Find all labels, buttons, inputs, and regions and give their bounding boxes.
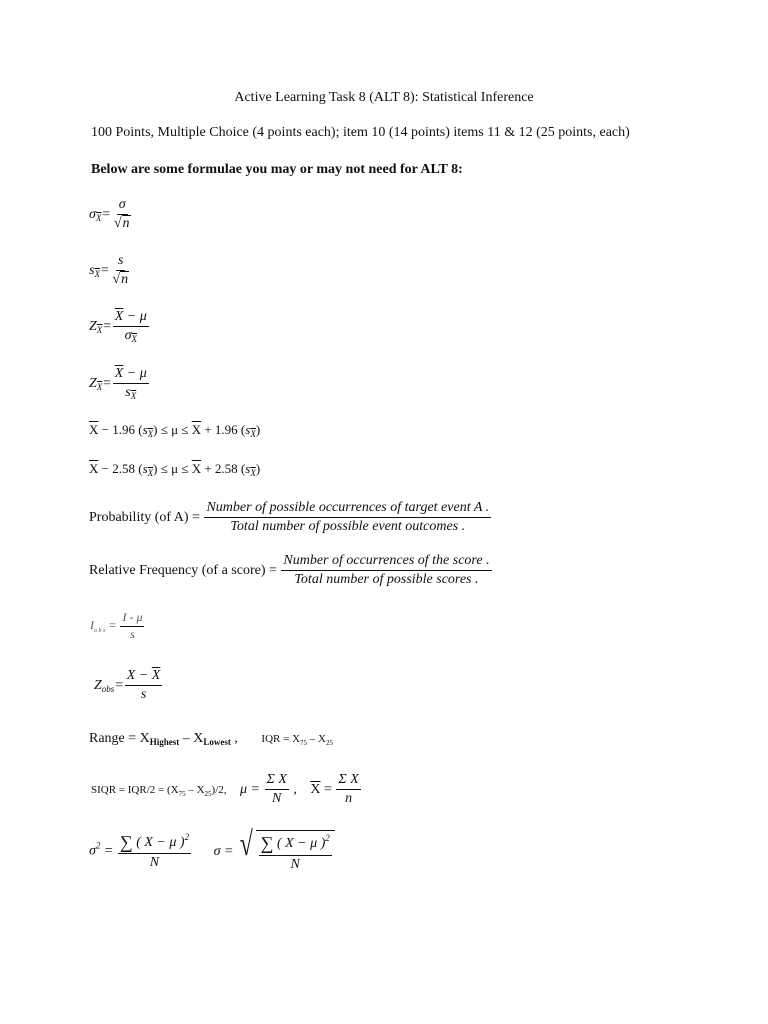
formula-symbol: Z [89,375,97,391]
fraction-numerator: Number of possible occurrences of target event A . [204,500,491,518]
xbar-symbol: $\overline{X}$ [89,422,99,437]
xbar-symbol: $\overline{X}$ [310,781,321,797]
formula-subscript: obs [101,683,115,694]
formula-z-sigma: $Z_{\overline{X}}=$ $\frac{\overline{X} - \mu}{\sigma_{\overline{X}}}$ [89,309,147,345]
fraction-numerator: I - μ [120,611,144,627]
numerator-part: X − [126,668,152,683]
xbar-symbol: $\overline{X}$ [114,309,124,324]
formula-ci-95 [89,423,260,439]
denominator-symbol: s [125,385,131,401]
comma: , [289,781,297,797]
formula-sigma-xbar: $\sigma_{\overline{X}}=$ $\frac{\sigma}{√n}$ [89,197,134,232]
s-symbol: s [245,461,251,476]
formula-fraction [120,611,144,642]
formula-fraction [125,668,163,703]
ci-text: ) ≤ μ ≤ [153,422,192,437]
s-symbol: s [245,422,251,437]
s-subscript: X [147,429,154,439]
formula-siqr-means [91,772,362,807]
formula-s-xbar: $s_{\overline{X}}=$ $\frac{s}{√n}$ [89,253,132,288]
formula-subscript: o b s [94,628,106,635]
superscript: 2 [95,840,101,851]
formula-fraction [204,500,491,535]
formula-fraction [113,366,149,401]
formula-symbol: Z [94,677,102,693]
fraction-denominator: n [345,791,353,807]
range-comma: , [230,731,238,746]
superscript: 2 [325,833,330,843]
formula-fraction [113,309,149,344]
fraction-denominator: s [140,687,147,703]
equals-sign: = [100,843,117,859]
formula-variance-sd [89,826,335,873]
ci-text: ) [255,461,261,476]
numerator-rest: − μ [123,366,147,381]
xbar-symbol: $\overline{X}$ [191,461,202,476]
sqrt-radical: √ $\frac{\sum ( X - \mu )^2}{N}$ [237,830,335,873]
s-symbol: s [142,422,148,437]
sd-fraction [259,833,332,873]
range-subscript: Highest [149,737,180,747]
formula-symbol: I [90,618,94,633]
formula-symbol: σ [89,206,96,222]
ci-text: − 2.58 ( [98,461,143,476]
fraction-denominator: Total number of possible scores . [294,572,479,588]
fraction-numerator: σ [117,197,128,215]
numerator-rest: − μ [123,309,147,324]
fraction-radicand: n [122,216,130,232]
mu-symbol: μ = [240,781,264,797]
equals-sign: = [320,781,336,797]
fraction-denominator: N [272,791,282,807]
iqr-minus: – X [307,733,326,745]
sigma-symbol: σ [89,843,96,859]
sum-symbol: ∑ [119,831,133,852]
ci-text: − 1.96 ( [98,422,143,437]
mu-fraction [265,772,289,807]
range-subscript: Lowest [203,737,231,747]
formula-subscript: X [96,324,103,335]
formula-subscript: X [95,212,102,223]
sum-body: ( X − μ ) [132,834,185,850]
fraction-numerator: Σ X [265,772,289,790]
points-line: 100 Points, Multiple Choice (4 points each); item 10 (14 points) items 11 & 12 (25 points, each) [91,125,630,140]
iqr-subscript: 75 [300,739,308,747]
sum-symbol: ∑ [260,833,274,853]
denominator-symbol: σ [124,328,132,344]
range-minus: – X [179,731,204,746]
xbar-fraction [336,772,360,807]
iqr-subscript: 25 [325,739,333,747]
xbar-symbol: $\overline{X}$ [89,461,99,476]
fraction-radicand: n [121,272,129,288]
formula-subscript: X [94,268,100,279]
sum-body: ( X − μ ) [273,836,326,851]
fraction-denominator: Total number of possible event outcomes . [230,519,466,535]
s-subscript: X [250,468,256,478]
fraction-numerator: Σ X [336,772,360,790]
s-symbol: s [142,461,148,476]
ci-text: + 1.96 ( [201,422,246,437]
formula-fraction: $\frac{s}{√n}$ [112,253,129,288]
superscript: 2 [184,831,190,842]
formula-i-obs [90,611,145,642]
relative-frequency-label: Relative Frequency (of a score) = [89,562,281,578]
sd-label: σ = [213,843,237,859]
fraction-denominator: N [290,856,300,872]
formula-subscript: X [96,381,103,392]
formula-z-obs: $Z_{obs}=$ $\frac{X - \overline{X}}{s}$ [94,668,161,703]
equals-sign: = [105,618,120,633]
formula-probability [89,500,492,535]
formula-ci-99 [89,462,260,478]
s-subscript: X [147,468,154,478]
ci-text: ) [255,422,261,437]
xbar-symbol: $\overline{X}$ [114,366,124,381]
fraction-numerator: Number of occurrences of the score . [281,553,491,571]
fraction-denominator: N [149,855,160,871]
iqr-label: IQR = X [261,733,301,745]
probability-label: Probability (of A) = [89,509,204,525]
s-subscript: X [250,429,256,439]
formula-fraction: $\frac{\sigma}{√n}$ [113,197,130,232]
formula-range-iqr [89,732,333,747]
siqr-subscript: 75 [178,789,186,798]
siqr-text: SIQR = IQR/2 = (X [91,783,179,796]
formula-relative-frequency [89,553,493,588]
document-title: Active Learning Task 8 (ALT 8): Statistical Inference [234,90,534,105]
denominator-subscript: X [131,334,137,345]
formulae-heading: Below are some formulae you may or may not need for ALT 8: [91,162,463,177]
range-label: Range = X [89,731,150,746]
formula-z-s: $Z_{\overline{X}}=$ $\frac{\overline{X} - \mu}{s_{\overline{X}}}$ [89,366,147,402]
ci-text: + 2.58 ( [201,461,246,476]
formula-symbol: s [89,262,95,278]
variance-fraction [118,832,191,872]
fraction-denominator: s [130,626,135,641]
xbar-symbol: $\overline{X}$ [151,668,161,683]
formula-fraction [281,553,491,588]
formula-symbol: Z [89,318,97,334]
siqr-end: )/2, [211,783,227,796]
xbar-symbol: $\overline{X}$ [191,422,202,437]
siqr-minus: – X [185,783,205,796]
denominator-subscript: X [130,391,137,402]
siqr-subscript: 25 [204,789,212,798]
fraction-numerator: s [116,253,125,271]
ci-text: ) ≤ μ ≤ [153,461,192,476]
